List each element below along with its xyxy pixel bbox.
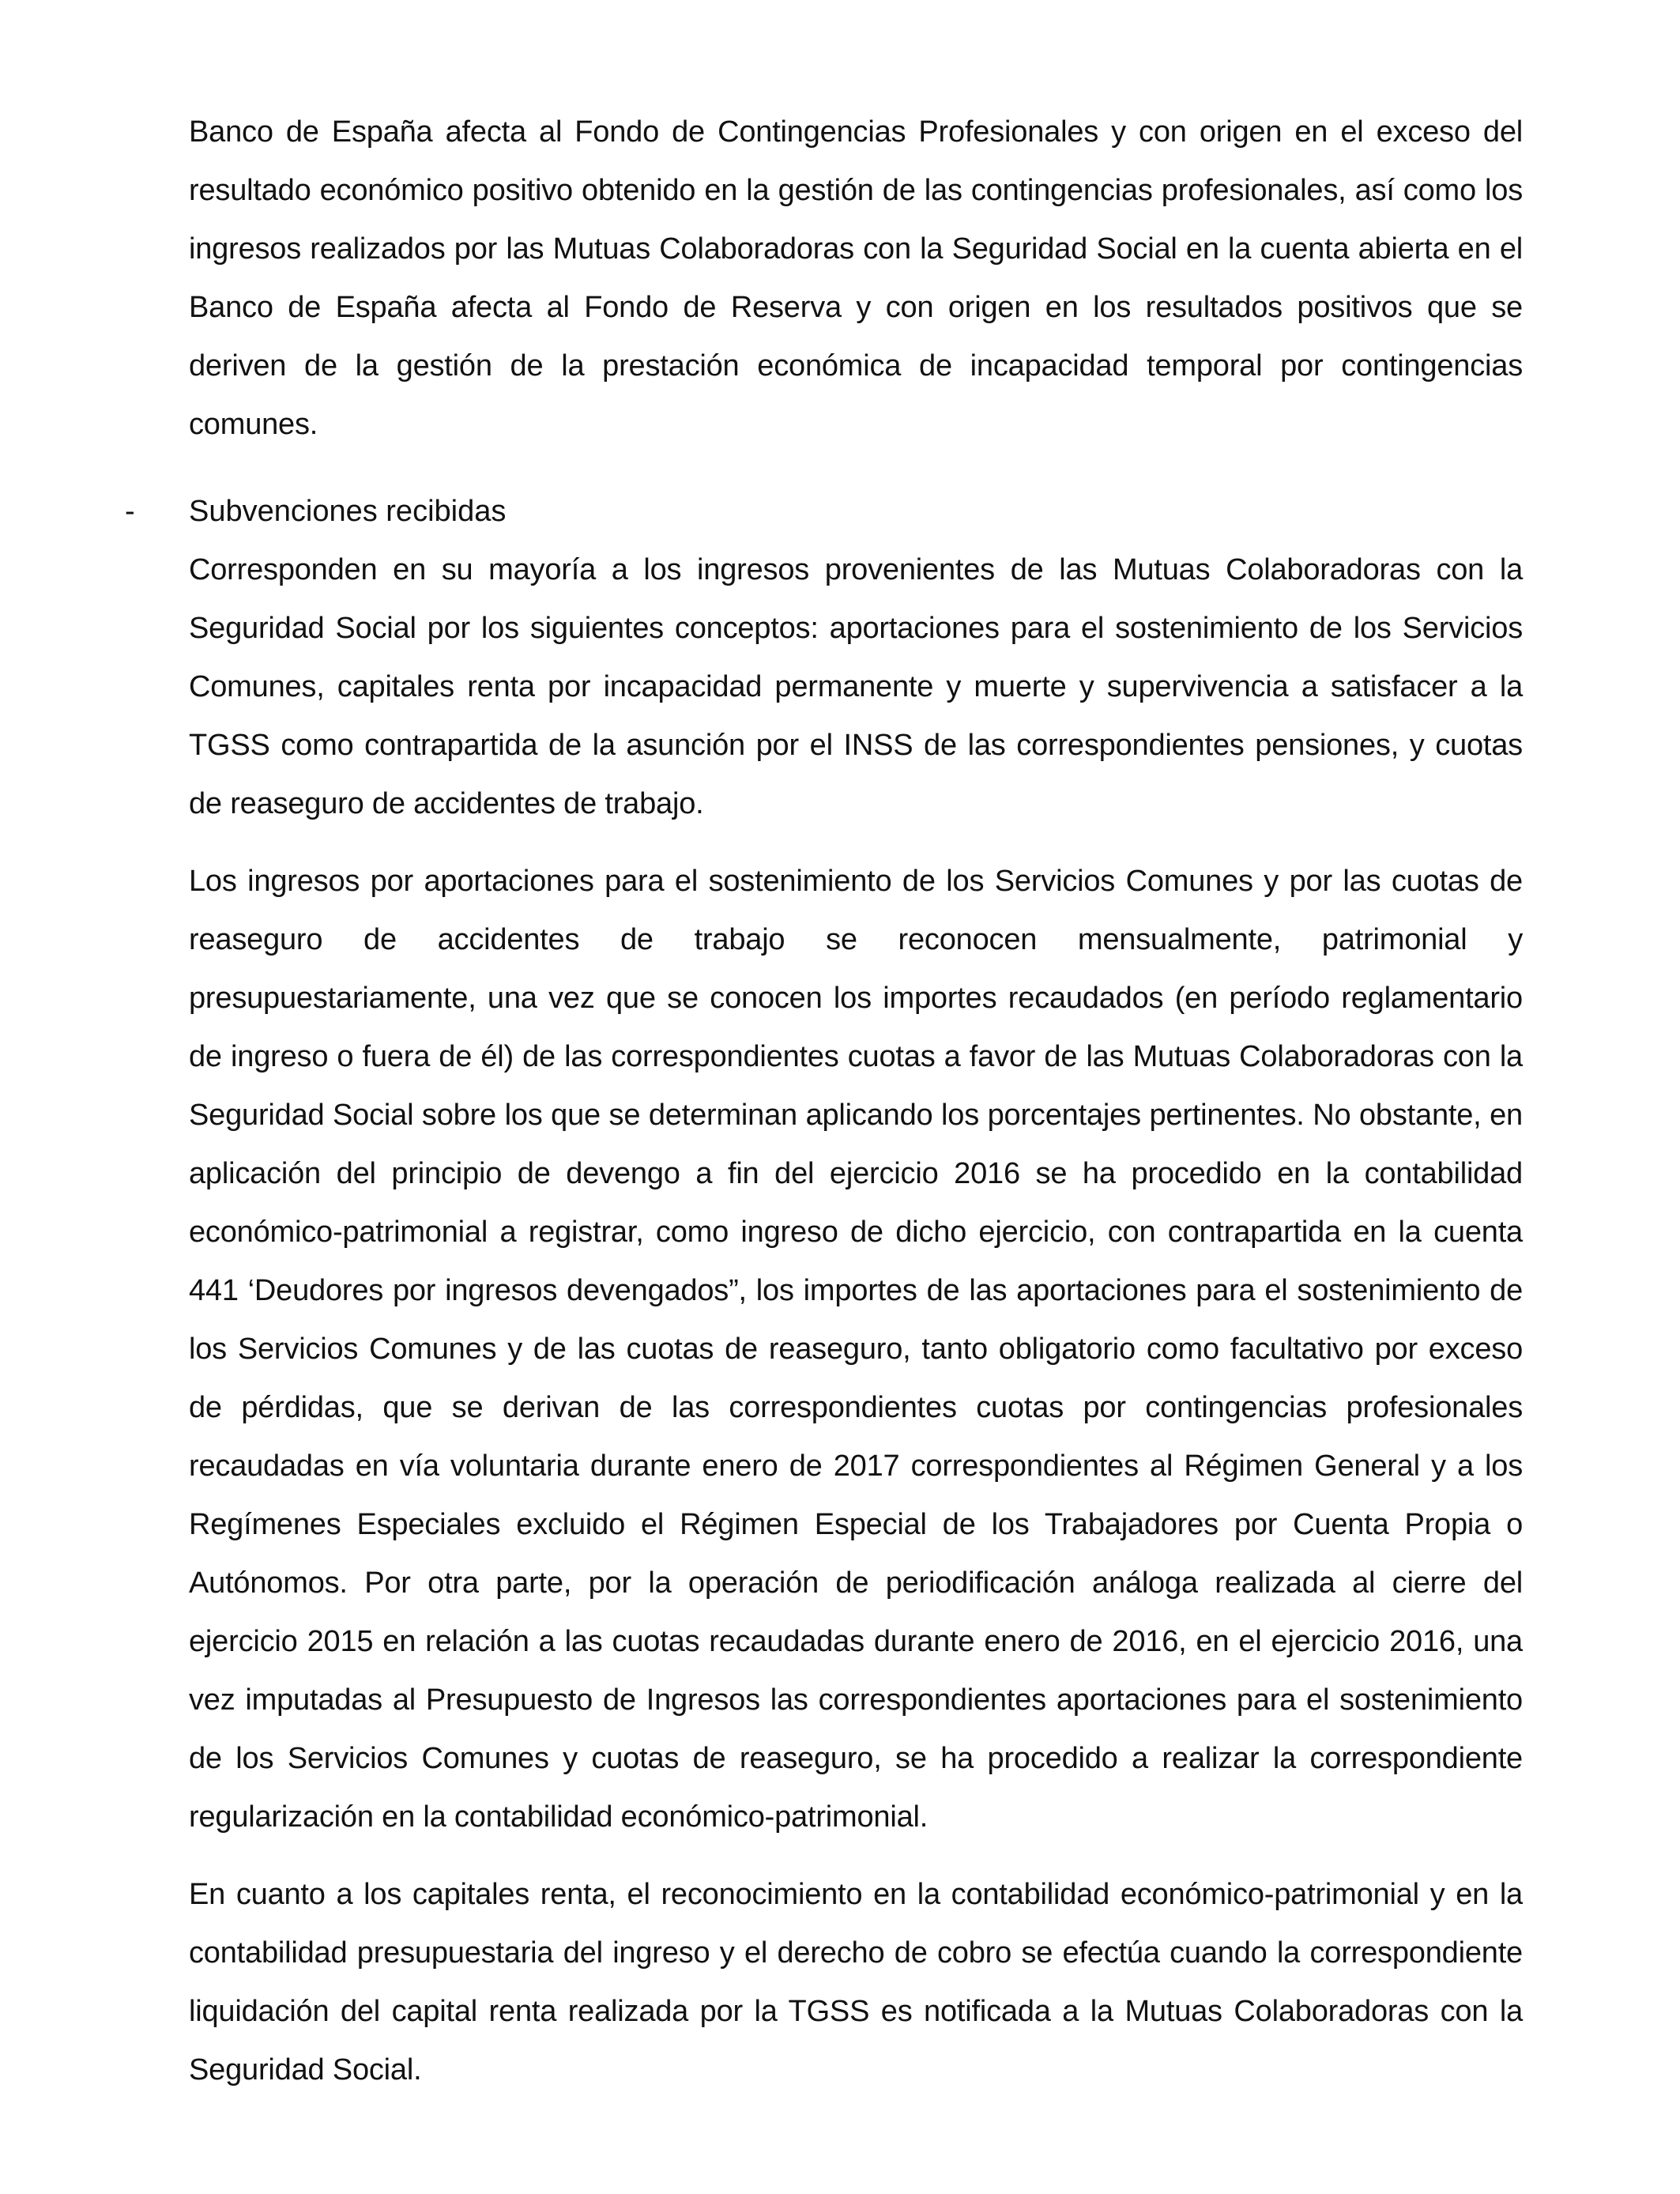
paragraph-capitales-renta: En cuanto a los capitales renta, el reconocimiento en la contabilidad económico-patrimonial y en la contabilidad presupuestaria del ingreso y el derecho de cobro se efectúa cuando la correspondiente liquidación del capital renta realizada por la TGSS es notificada a la Mutuas Colaboradoras con la Seguridad Social. xyxy=(189,1878,1523,2087)
paragraph-fondo-contingencias: Banco de España afecta al Fondo de Contingencias Profesionales y con origen en el exceso del resultado económico positivo obtenido en la gestión de las contingencias profesionales, así como los ingresos realizados por las Mutuas Colaboradoras con la Seguridad Social en la cuenta abierta en el Banco de España afecta al Fondo de Reserva y con origen en los resultados positivos que se deriven de la gestión de la prestación económica de incapacidad temporal por contingencias comunes. xyxy=(189,115,1523,441)
paragraph-ingresos-aportaciones: Los ingresos por aportaciones para el sostenimiento de los Servicios Comunes y por las cuotas de reaseguro de accidentes de trabajo se reconocen mensualmente, patrimonial y presupuestariamente, una vez que se conocen los importes recaudados (en período reglamentario de ingreso o fuera de él) de las correspondientes cuotas a favor de las Mutuas Colaboradoras con la Seguridad Social sobre los que se determinan aplicando los porcentajes pertinentes. No obstante, en aplicación del principio de devengo a fin del ejercicio 2016 se ha procedido en la contabilidad económico-patrimonial a registrar, como ingreso de dicho ejercicio, con contrapartida en la cuenta 441 ‘Deudores por ingresos devengados”, los importes de las aportaciones para el sostenimiento de los Servicios Comunes y de las cuotas de reaseguro, tanto obligatorio como facultativo por exceso de pérdidas, que se derivan de las correspondientes cuotas por contingencias profesionales recaudadas en vía voluntaria durante enero de 2017 correspondientes al Régimen General y a los Regímenes Especiales excluido el Régimen Especial de los Trabajadores por Cuenta Propia o Autónomos. Por otra parte, por la operación de periodificación análoga realizada al cierre del ejercicio 2015 en relación a las cuotas recaudadas durante enero de 2016, en el ejercicio 2016, una vez imputadas al Presupuesto de Ingresos las correspondientes aportaciones para el sostenimiento de los Servicios Comunes y cuotas de reaseguro, se ha procedido a realizar la correspondiente regularización en la contabilidad económico-patrimonial. xyxy=(189,865,1523,1834)
bullet-item-subvenciones xyxy=(125,482,1523,541)
paragraph-subvenciones-conceptos: Corresponden en su mayoría a los ingresos provenientes de las Mutuas Colaboradoras con la Seguridad Social por los siguientes conceptos: aportaciones para el sostenimiento de los Servicios Comunes, capitales renta por incapacidad permanente y muerte y supervivencia a satisfacer a la TGSS como contrapartida de la asunción por el INSS de las correspondientes pensiones, y cuotas de reaseguro de accidentes de trabajo. xyxy=(189,553,1523,820)
bullet-dash: - xyxy=(125,495,135,528)
section-title: Subvenciones recibidas xyxy=(189,495,507,528)
page-content xyxy=(125,103,1523,2099)
